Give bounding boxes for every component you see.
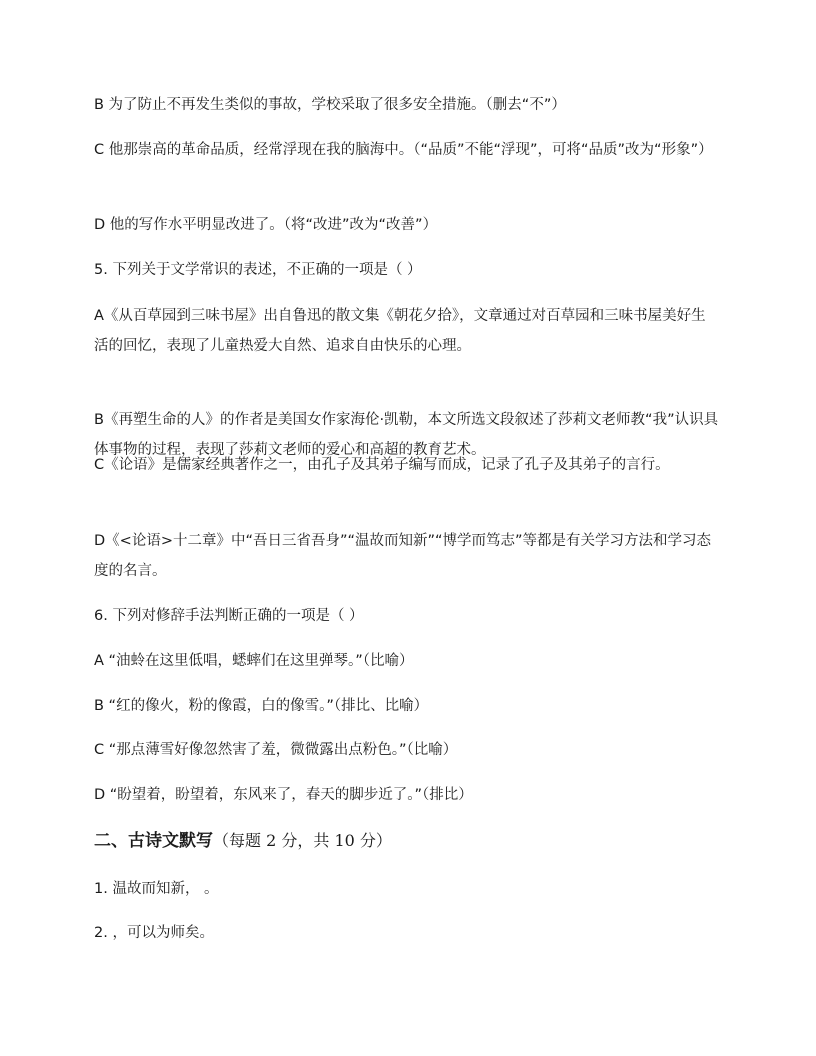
section-2-note: （每题 2 分，共 10 分） (213, 831, 392, 850)
q6-option-c: C “那点薄雪好像忽然害了羞，微微露出点粉色。”（比喻） (94, 742, 458, 758)
q5-option-c: C《论语》是儒家经典著作之一，由孔子及其弟子编写而成，记录了孔子及其弟子的言行。 (94, 457, 670, 473)
question-5: 5. 下列关于文学常识的表述，不正确的一项是（ ） (94, 262, 422, 278)
q5-option-d: D《<论语>十二章》中“吾日三省吾身”“温故而知新”“博学而笃志”等都是有关学习方法和学习态度的名言。 (94, 533, 712, 579)
q4-option-d: D 他的写作水平明显改进了。（将“改进”改为“改善”） (94, 217, 438, 233)
q6-option-b: B “红的像火，粉的像霞，白的像雪。”（排比、比喻） (94, 698, 429, 714)
q4-option-c: C 他那崇高的革命品质，经常浮现在我的脑海中。（“品质”不能“浮现”，可将“品质”改为“形象”） (94, 142, 713, 158)
section-2-heading (94, 826, 724, 856)
q5-option-b: B《再塑生命的人》的作者是美国女作家海伦·凯勒，本文所选文段叙述了莎莉文老师教“我”认识具体事物的过程，表现了莎莉文老师的爱心和高超的教育艺术。 (94, 412, 719, 458)
q5-option-a: A《从百草园到三味书屋》出自鲁迅的散文集《朝花夕拾》，文章通过对百草园和三味书屋美好生活的回忆，表现了儿童热爱大自然、追求自由快乐的心理。 (94, 308, 706, 354)
question-6: 6. 下列对修辞手法判断正确的一项是（ ） (94, 608, 364, 624)
section-2-item-1: 1. 温故而知新， 。 (94, 881, 219, 897)
q6-option-d: D “盼望着，盼望着，东风来了，春天的脚步近了。”（排比） (94, 787, 473, 803)
q6-option-a: A “油蛉在这里低唱，蟋蟀们在这里弹琴。”（比喻） (94, 653, 414, 669)
section-2-item-2: 2. ，可以为师矣。 (94, 925, 214, 941)
section-2-title: 二、古诗文默写 (94, 831, 213, 851)
q4-option-b: B 为了防止不再发生类似的事故，学校采取了很多安全措施。（删去“不”） (94, 97, 566, 113)
